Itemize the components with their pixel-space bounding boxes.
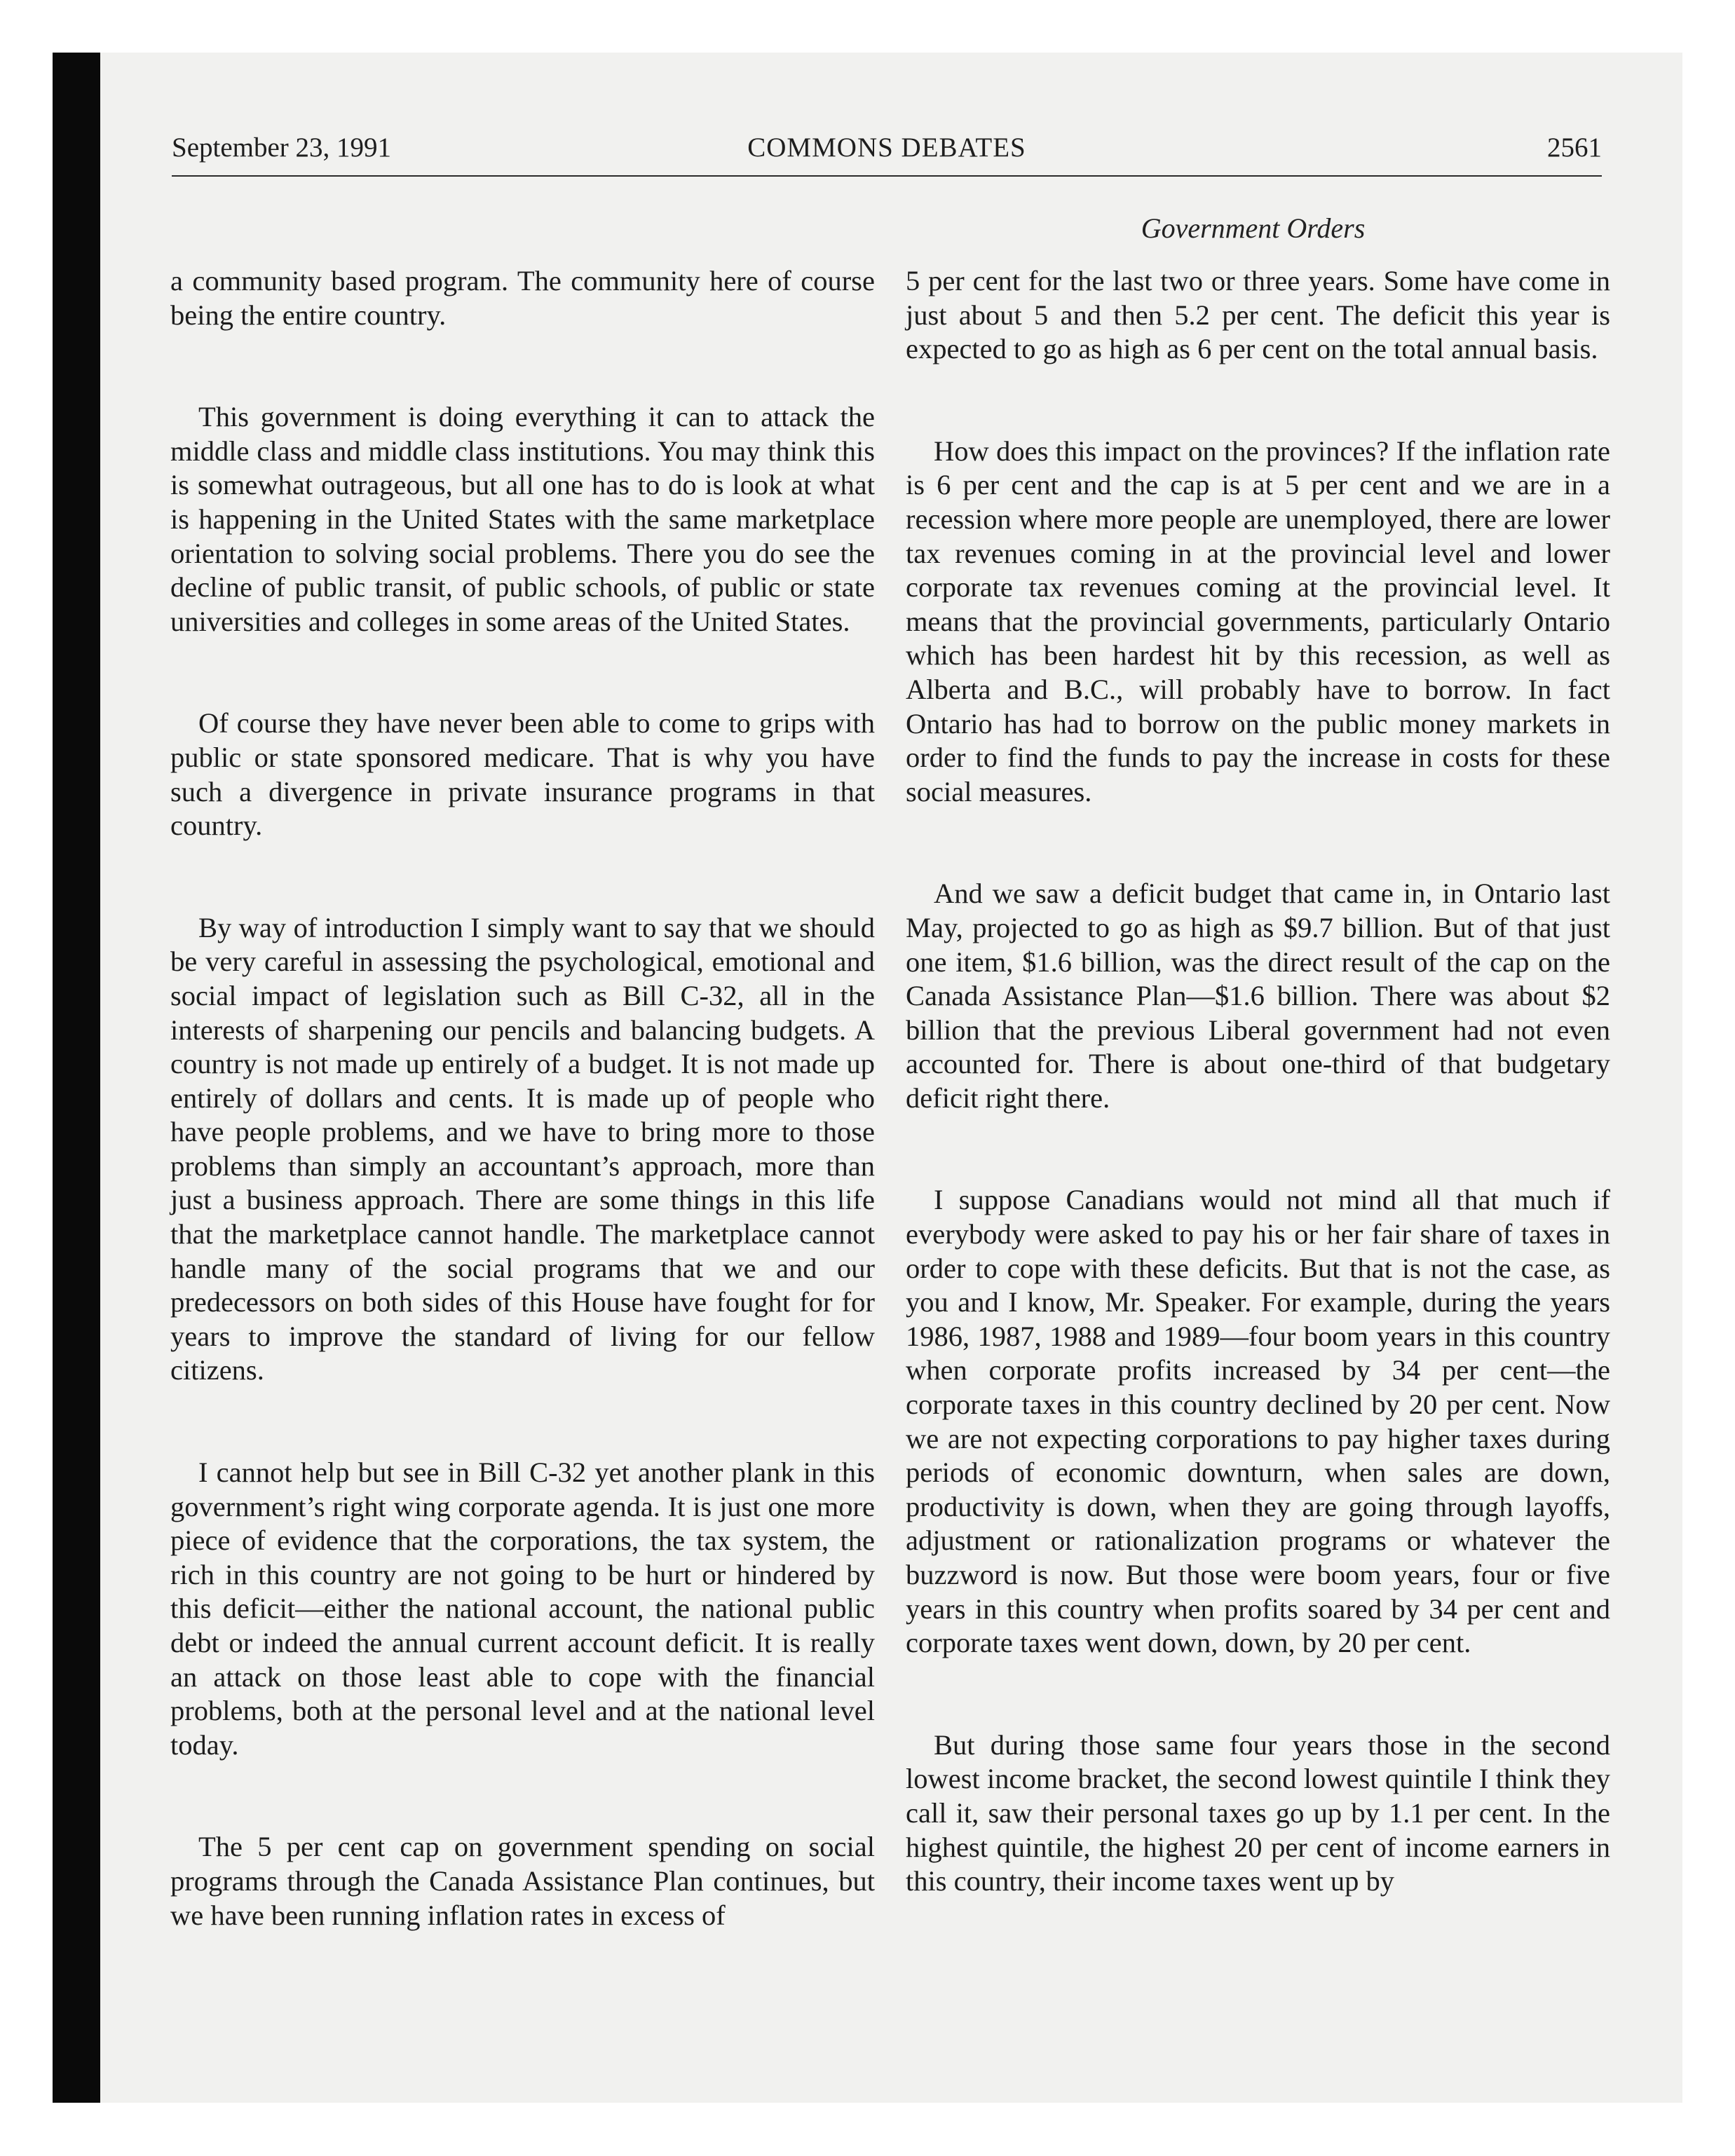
paragraph: And we saw a deficit budget that came in, in Ontario last May, projected to go as high as $9.7 billion. But of that just one item, $1.6 billion, was the direct result of the cap on the Canada Assistance Plan—$1.6 billion. There was about $2 billion that the previous Liberal government had not even accounted for. There is about one-third of that budgetary deficit right there. bbox=[906, 878, 1610, 1114]
header-rule bbox=[172, 175, 1602, 177]
paragraph: How does this impact on the provinces? If the inflation rate is 6 per cent and the cap is at 5 per cent and we are in a recession where more people are unemployed, there are lower tax revenues coming in at the provincial level and lower corporate tax revenues coming at the provincial level. It means that the provincial governments, particularly Ontario which has been hardest hit by this recession, as well as Alberta and B.C., will probably have to borrow. In fact Ontario has had to borrow on the public money markets in order to find the funds to pay the increase in costs for these social measures. bbox=[906, 435, 1610, 807]
page-header bbox=[172, 126, 1602, 175]
paragraph: Of course they have never been able to come to grips with public or state sponsored medicare. That is why you have such a divergence in private insurance programs in that country. bbox=[170, 707, 875, 842]
paragraph: By way of introduction I simply want to say that we should be very careful in assessing the psychological, emotional and social impact of legislation such as Bill C-32, all in the interests of sharpening our pencils and balancing budgets. A country is not made up entirely of a budget. It is not made up entirely of dollars and cents. It is made up of people who have people problems, and we have to bring more to those problems than simply an accountant’s approach, more than just a business approach. There are some things in this life that the marketplace cannot handle. The marketplace cannot handle many of the social programs that we and our predecessors on both sides of this House have fought for for years to improve the standard of living for our fellow citizens. bbox=[170, 911, 875, 1386]
right-column bbox=[906, 264, 1610, 1899]
header-date: September 23, 1991 bbox=[172, 132, 392, 163]
paragraph: 5 per cent for the last two or three years. Some have come in just about 5 and then 5.2 per cent. The deficit this year is expected to go as high as 6 per cent on the total annual basis. bbox=[906, 265, 1610, 365]
paragraph: a community based program. The community here of course being the entire country. bbox=[170, 265, 875, 331]
header-title: COMMONS DEBATES bbox=[747, 132, 1026, 163]
left-column bbox=[170, 264, 875, 1932]
paragraph: I suppose Canadians would not mind all that much if everybody were asked to pay his or her fair share of taxes in order to cope with these deficits. But that is not the case, as you and I know, Mr. Speaker. For example, during the years 1986, 1987, 1988 and 1989—four boom years in this country when corporate profits increased by 34 per cent—the corporate taxes in this country declined by 20 per cent. Now we are not expecting corporations to pay higher taxes during periods of economic downturn, when sales are down, productivity is down, when they are going through layoffs, adjustment or rationalization programs or whatever the buzzword is now. But those were boom years, four or five years in this country when profits soared by 34 per cent and corporate taxes went down, down, by 20 per cent. bbox=[906, 1184, 1610, 1659]
section-title: Government Orders bbox=[1141, 212, 1366, 244]
paragraph: But during those same four years those in the second lowest income bracket, the second lowest quintile I think they call it, saw their personal taxes go up by 1.1 per cent. In the highest quintile, the highest 20 per cent of income earners in this country, their income taxes went up by bbox=[906, 1728, 1610, 1897]
binding-shadow bbox=[53, 53, 100, 2103]
page-number: 2561 bbox=[1547, 132, 1602, 163]
paragraph: This government is doing everything it can to attack the middle class and middle class institutions. You may think this is somewhat outrageous, but all one has to do is look at what is happening in the United States with the same marketplace orientation to solving social problems. There you do see the decline of public transit, of public schools, of public or state universities and colleges in some areas of the United States. bbox=[170, 401, 875, 637]
paragraph: I cannot help but see in Bill C-32 yet another plank in this government’s right wing corporate agenda. It is just one more piece of evidence that the corporations, the tax system, the rich in this country are not going to be hurt or hindered by this deficit—either the national account, the national public debt or indeed the annual current account deficit. It is really an attack on those least able to cope with the financial problems, both at the personal level and at the national level today. bbox=[170, 1456, 875, 1761]
paragraph: The 5 per cent cap on government spending on social programs through the Canada Assistance Plan continues, but we have been running inflation rates in excess of bbox=[170, 1831, 875, 1931]
